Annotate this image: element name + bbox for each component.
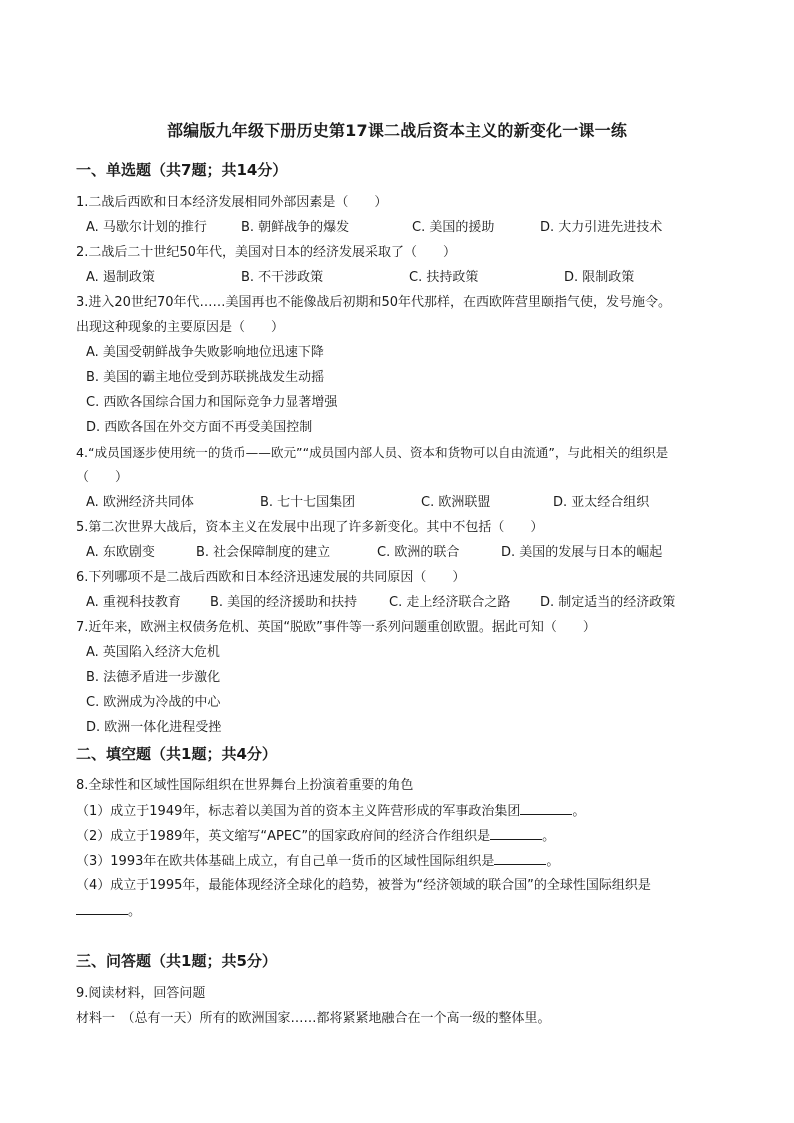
question-4-stem-cont: （ ） bbox=[76, 470, 129, 485]
q8-part-3-end: 。 bbox=[546, 854, 560, 869]
q8-part-3 bbox=[76, 852, 559, 871]
question-8-stem: 8.全球性和区域性国际组织在世界舞台上扮演着重要的角色 bbox=[76, 778, 414, 793]
question-5-stem: 5.第二次世界大战后，资本主义在发展中出现了许多新变化。其中不包括（ ） bbox=[76, 520, 544, 535]
q7-option-c[interactable]: C. 欧洲成为冷战的中心 bbox=[86, 695, 221, 710]
q2-option-a[interactable]: A. 遏制政策 bbox=[86, 270, 155, 285]
q8-part-2 bbox=[76, 827, 555, 846]
q3-option-d[interactable]: D. 西欧各国在外交方面不再受美国控制 bbox=[86, 420, 313, 435]
question-3-stem-cont: 出现这种现象的主要原因是（ ） bbox=[76, 320, 285, 335]
section-single-choice: 一、单选题（共7题；共14分） bbox=[76, 161, 288, 179]
question-7-stem: 7.近年来，欧洲主权债务危机、英国“脱欧”事件等一系列问题重创欧盟。据此可知（ ） bbox=[76, 620, 596, 635]
q8-part-3-text: （3）1993年在欧共体基础上成立，有自己单一货币的区域性国际组织是 bbox=[76, 854, 495, 869]
q6-option-b[interactable]: B. 美国的经济援助和扶持 bbox=[210, 595, 358, 610]
q6-option-c[interactable]: C. 走上经济联合之路 bbox=[389, 595, 511, 610]
q5-option-d[interactable]: D. 美国的发展与日本的崛起 bbox=[501, 545, 663, 560]
q5-option-c[interactable]: C. 欧洲的联合 bbox=[377, 545, 460, 560]
q4-option-a[interactable]: A. 欧洲经济共同体 bbox=[86, 495, 194, 510]
question-4-stem: 4.“成员国逐步使用统一的货币——欧元”“成员国内部人员、资本和货物可以自由流通”，与此相关的组织是 bbox=[76, 445, 669, 460]
q8-blank-3[interactable] bbox=[494, 852, 546, 865]
q2-option-d[interactable]: D. 限制政策 bbox=[564, 270, 635, 285]
q4-option-c[interactable]: C. 欧洲联盟 bbox=[421, 495, 491, 510]
q7-option-a[interactable]: A. 英国陷入经济大危机 bbox=[86, 645, 220, 660]
q4-option-d[interactable]: D. 亚太经合组织 bbox=[553, 495, 650, 510]
q1-option-b[interactable]: B. 朝鲜战争的爆发 bbox=[241, 220, 350, 235]
q9-material-1: 材料一 （总有一天）所有的欧洲国家……都将紧紧地融合在一个高一级的整体里。 bbox=[76, 1011, 551, 1026]
q1-option-d[interactable]: D. 大力引进先进技术 bbox=[540, 220, 663, 235]
q7-option-d[interactable]: D. 欧洲一体化进程受挫 bbox=[86, 720, 222, 735]
q8-part-2-text: （2）成立于1989年，英文缩写“APEC”的国家政府间的经济合作组织是 bbox=[76, 829, 491, 844]
q8-part-4-cont bbox=[76, 902, 141, 921]
q5-option-a[interactable]: A. 东欧剧变 bbox=[86, 545, 155, 560]
q3-option-b[interactable]: B. 美国的霸主地位受到苏联挑战发生动摇 bbox=[86, 370, 325, 385]
q8-part-1-text: （1）成立于1949年，标志着以美国为首的资本主义阵营形成的军事政治集团 bbox=[76, 804, 521, 819]
section-fill-blank: 二、填空题（共1题；共4分） bbox=[76, 745, 277, 763]
section-short-answer: 三、问答题（共1题；共5分） bbox=[76, 952, 277, 970]
question-2-stem: 2.二战后二十世纪50年代，美国对日本的经济发展采取了（ ） bbox=[76, 245, 456, 260]
q8-blank-1[interactable] bbox=[520, 802, 572, 815]
q1-option-c[interactable]: C. 美国的援助 bbox=[412, 220, 495, 235]
q8-part-1-end: 。 bbox=[572, 804, 586, 819]
question-1-stem: 1.二战后西欧和日本经济发展相同外部因素是（ ） bbox=[76, 195, 388, 210]
q3-option-a[interactable]: A. 美国受朝鲜战争失败影响地位迅速下降 bbox=[86, 345, 324, 360]
q5-option-b[interactable]: B. 社会保障制度的建立 bbox=[196, 545, 331, 560]
q1-option-a[interactable]: A. 马歇尔计划的推行 bbox=[86, 220, 207, 235]
q6-option-a[interactable]: A. 重视科技教育 bbox=[86, 595, 181, 610]
q8-blank-2[interactable] bbox=[490, 827, 542, 840]
q2-option-b[interactable]: B. 不干涉政策 bbox=[241, 270, 324, 285]
q8-part-4-end: 。 bbox=[128, 904, 142, 919]
q6-option-d[interactable]: D. 制定适当的经济政策 bbox=[540, 595, 676, 610]
page-title: 部编版九年级下册历史第17课二战后资本主义的新变化一课一练 bbox=[166, 121, 628, 140]
q2-option-c[interactable]: C. 扶持政策 bbox=[409, 270, 479, 285]
question-9-stem: 9.阅读材料，回答问题 bbox=[76, 986, 206, 1001]
q8-part-4: （4）成立于1995年，最能体现经济全球化的趋势，被誉为“经济领域的联合国”的全球性国际组织是 bbox=[76, 878, 651, 893]
q4-option-b[interactable]: B. 七十七国集团 bbox=[260, 495, 356, 510]
question-6-stem: 6.下列哪项不是二战后西欧和日本经济迅速发展的共同原因（ ） bbox=[76, 570, 466, 585]
q3-option-c[interactable]: C. 西欧各国综合国力和国际竞争力显著增强 bbox=[86, 395, 338, 410]
q8-blank-4[interactable] bbox=[76, 902, 128, 915]
q7-option-b[interactable]: B. 法德矛盾进一步激化 bbox=[86, 670, 221, 685]
question-3-stem: 3.进入20世纪70年代……美国再也不能像战后初期和50年代那样，在西欧阵营里颐指气使，发号施令。 bbox=[76, 295, 672, 310]
q8-part-1 bbox=[76, 802, 585, 821]
q8-part-2-end: 。 bbox=[542, 829, 556, 844]
